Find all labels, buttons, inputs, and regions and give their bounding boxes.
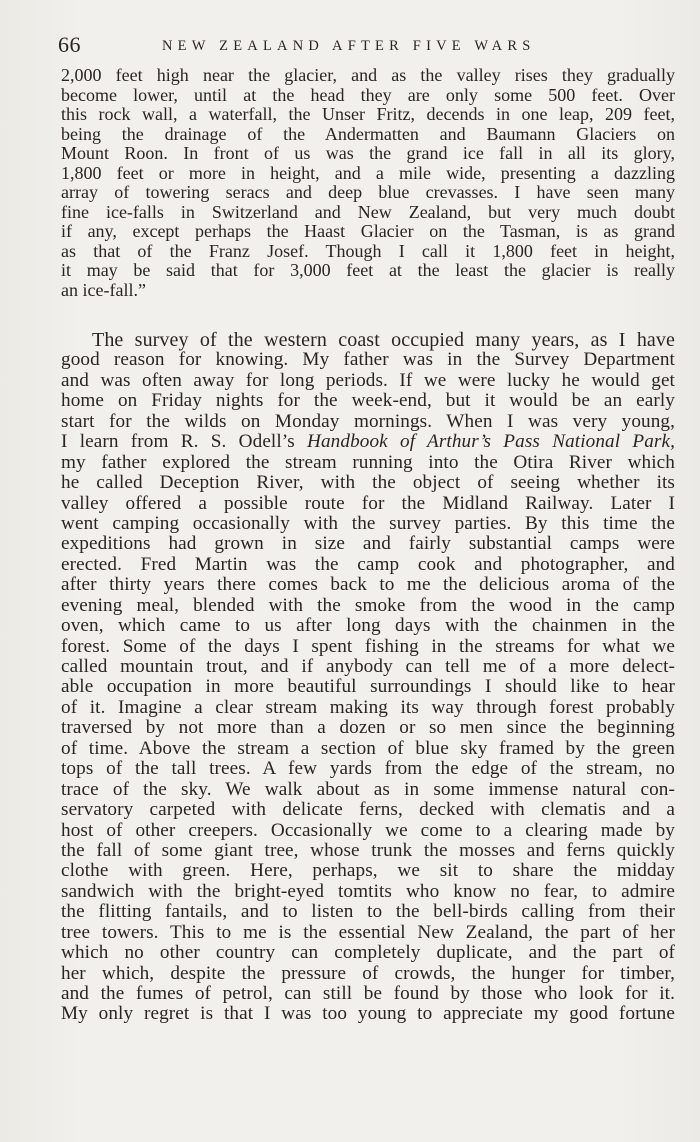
text-line: after thirty years there comes back to me the delicious aroma of the (61, 574, 675, 596)
text-line: tops of the tall trees. A few yards from the edge of the stream, no (61, 758, 675, 780)
text-line: 1,800 feet or more in height, and a mile wide, presenting a dazzling (61, 162, 675, 183)
text-line: able occupation in more beautiful surroundings I should like to hear (61, 676, 675, 698)
text-line: Mount Roon. In front of us was the grand ice fall in all its glory, (61, 143, 675, 163)
text-line: erected. Fred Martin was the camp cook and photographer, and (61, 553, 675, 575)
page-number: 66 (58, 32, 81, 57)
text-line: oven, which came to us after long days with the chainmen in the (61, 615, 675, 637)
text-line: and the fumes of petrol, can still be found by those who look for it. (61, 983, 675, 1004)
text-line: went camping occasionally with the survey parties. By this time the (61, 512, 675, 534)
text-line: he called Deception River, with the object of seeing whether its (61, 472, 675, 494)
text-line: an ice-fall.” (61, 279, 146, 300)
text-line: 2,000 feet high near the glacier, and as the valley rises they gradually (61, 65, 675, 85)
text-line: of it. Imagine a clear stream making its way through forest probably (61, 696, 675, 718)
book-title: Handbook of Arthur’s Pass National Park, (307, 431, 675, 453)
text-line: home on Friday nights for the week-end, but it would be an early (61, 390, 675, 412)
text-line: valley offered a possible route for the Midland Railway. Later I (61, 492, 675, 514)
text-line: the flitting fantails, and to listen to the bell-birds calling from their (61, 901, 675, 923)
text-line: clothe with green. Here, perhaps, we sit to share the midday (61, 860, 675, 882)
page-header (58, 30, 658, 64)
text-line: forest. Some of the days I spent fishing in the streams for what we (61, 635, 675, 657)
text-line: expeditions had grown in size and fairly substantial camps were (61, 533, 675, 555)
text-line: and was often away for long periods. If we were lucky he would get (61, 369, 675, 391)
text-line: called mountain trout, and if anybody can tell me of a more delect- (61, 656, 675, 677)
text-line: trace of the sky. We walk about as in some immense natural con- (61, 778, 675, 800)
text-line: start for the wilds on Monday mornings. When I was very young, (61, 410, 675, 432)
text-line: my father explored the stream running into the Otira River which (61, 451, 675, 473)
text-line: this rock wall, a waterfall, the Unser Fritz, decends in one leap, 209 feet, (61, 104, 675, 124)
text-run: I learn from R. S. Odell’s (61, 431, 308, 453)
paragraph (61, 330, 675, 1025)
text-line: as that of the Franz Josef. Though I call it 1,800 feet in height, (61, 240, 675, 261)
text-line: array of towering seracs and deep blue crevasses. I have seen many (61, 182, 675, 202)
text-line: traversed by not more than a dozen or so men since the beginning (61, 717, 675, 739)
text-line: it may be said that for 3,000 feet at the least the glacier is really (61, 260, 675, 280)
text-line: host of other creepers. Occasionally we come to a clearing made by (61, 819, 675, 841)
text-line: My only regret is that I was too young to appreciate my good fortune (61, 1003, 675, 1025)
text-line: her which, despite the pressure of crowds, the hunger for timber, (61, 962, 675, 984)
text-line: evening meal, blended with the smoke from the wood in the camp (61, 594, 675, 616)
quoted-passage (61, 66, 675, 300)
text-line: tree towers. This to me is the essential New Zealand, the part of her (61, 921, 675, 943)
text-line: The survey of the western coast occupied many years, as I have (92, 329, 675, 351)
text-line: if any, except perhaps the Haast Glacier on the Tasman, is as grand (61, 221, 675, 241)
text-line: become lower, until at the head they are only some 500 feet. Over (61, 84, 675, 105)
text-line: servatory carpeted with delicate ferns, decked with clematis and a (61, 799, 675, 821)
text-line: sandwich with the bright-eyed tomtits who know no fear, to admire (61, 880, 675, 902)
text-line-with-title (61, 432, 675, 452)
text-line: fine ice-falls in Switzerland and New Zealand, but very much doubt (61, 201, 675, 222)
text-line: good reason for knowing. My father was in the Survey Department (61, 349, 675, 371)
text-line: of time. Above the stream a section of blue sky framed by the green (61, 737, 675, 759)
body-text (61, 66, 675, 1025)
text-line: which no other country can completely duplicate, and the part of (61, 942, 675, 964)
running-title: NEW ZEALAND AFTER FIVE WARS (162, 38, 536, 54)
text-line: the fall of some giant tree, whose trunk the mosses and ferns quickly (61, 839, 675, 861)
text-line: being the drainage of the Andermatten and Baumann Glaciers on (61, 123, 675, 144)
